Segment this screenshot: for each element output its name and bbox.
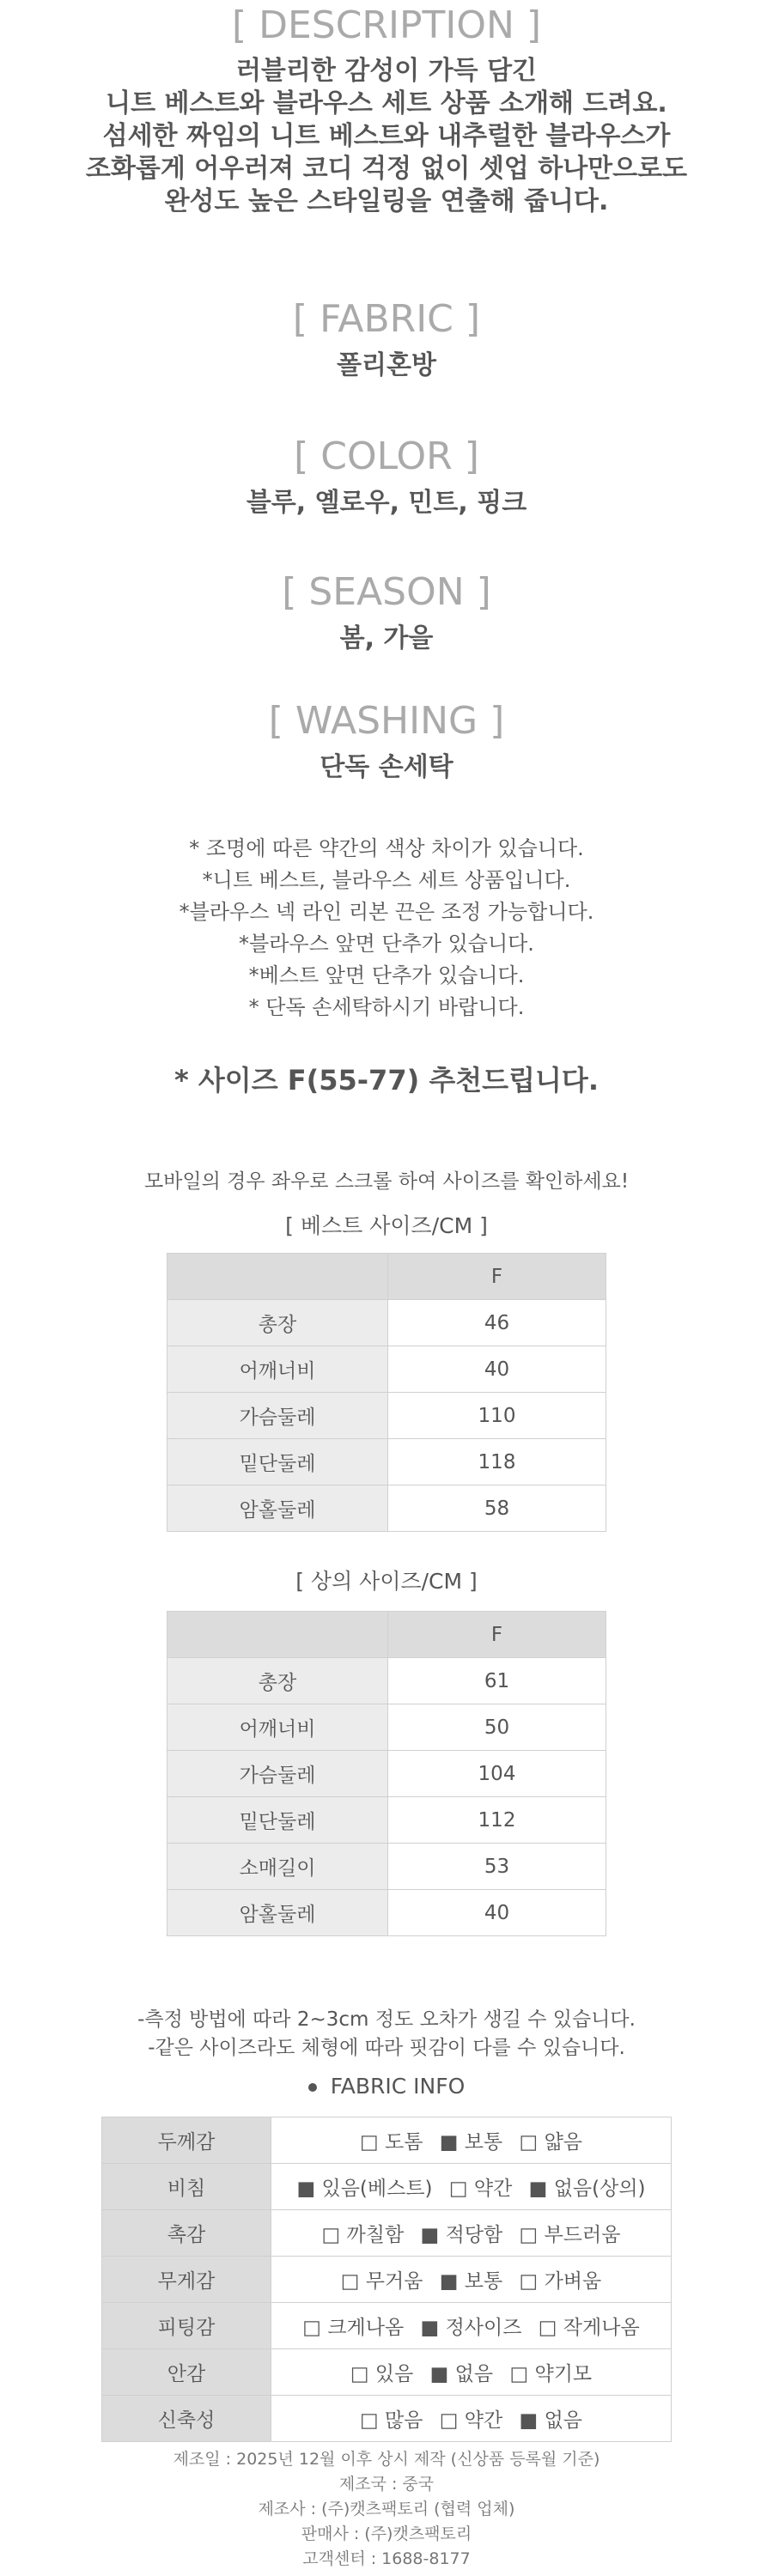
vest-size-section — [0, 1209, 773, 1240]
option: ■ 있음(베스트) — [296, 2178, 433, 2200]
row-value: 40 — [388, 1890, 606, 1936]
fabric-info-label: FABRIC INFO — [330, 2074, 466, 2099]
header-cell — [167, 1254, 388, 1300]
table-row — [167, 1797, 606, 1844]
season-section — [0, 570, 773, 654]
option: ■ 정사이즈 — [420, 2317, 522, 2339]
option: ■ 없음 — [519, 2409, 583, 2432]
measure-notes — [0, 2006, 773, 2063]
bullet-icon — [308, 2083, 317, 2092]
note-line: *니트 베스트, 블라우스 세트 상품입니다. — [202, 868, 571, 892]
size-recommend: * 사이즈 F(55-77) 추천드립니다. — [174, 1064, 599, 1097]
mobile-hint-wrap — [0, 1165, 773, 1194]
note-line: * 단독 손세탁하시기 바랍니다. — [248, 995, 525, 1019]
row-options — [271, 2210, 672, 2257]
option: ■ 보통 — [439, 2270, 503, 2293]
row-label: 촉감 — [102, 2210, 271, 2257]
fabric-info-heading-wrap — [0, 2074, 773, 2099]
measure-note: -같은 사이즈라도 체형에 따라 핏감이 다를 수 있습니다. — [148, 2037, 625, 2059]
row-options — [271, 2396, 672, 2442]
row-label: 두께감 — [102, 2117, 271, 2164]
size-recommend-wrap — [0, 1059, 773, 1098]
table-row — [102, 2303, 672, 2349]
row-options — [271, 2257, 672, 2303]
fabric-title: [ FABRIC ] — [292, 297, 481, 341]
option: □ 가벼움 — [519, 2270, 602, 2293]
row-label: 총장 — [167, 1300, 388, 1346]
row-value: 61 — [388, 1658, 606, 1704]
row-label: 가슴둘레 — [167, 1393, 388, 1439]
description-line: 러블리한 감성이 가득 담긴 — [235, 56, 538, 86]
color-value: 블루, 옐로우, 민트, 핑크 — [246, 488, 527, 518]
season-title: [ SEASON ] — [282, 570, 491, 614]
table-row — [102, 2257, 672, 2303]
table-header-row — [167, 1254, 606, 1300]
mobile-hint: 모바일의 경우 좌우로 스크롤 하여 사이즈를 확인하세요! — [143, 1170, 630, 1193]
table-row — [167, 1346, 606, 1393]
row-label: 암홀둘레 — [167, 1890, 388, 1936]
table-row — [102, 2396, 672, 2442]
row-label: 가슴둘레 — [167, 1751, 388, 1797]
row-options — [271, 2349, 672, 2396]
notes-section — [0, 833, 773, 1024]
table-row — [167, 1844, 606, 1890]
season-value: 봄, 가을 — [339, 623, 434, 653]
description-line: 완성도 높은 스타일링을 연출해 줍니다. — [164, 186, 609, 216]
fabric-info-heading — [0, 2074, 773, 2099]
option: ■ 없음(상의) — [528, 2178, 646, 2200]
color-section — [0, 434, 773, 519]
row-value: 40 — [388, 1346, 606, 1393]
row-label: 총장 — [167, 1658, 388, 1704]
description-line: 섬세한 짜임의 니트 베스트와 내추럴한 블라우스가 — [102, 121, 671, 151]
note-line: *베스트 앞면 단추가 있습니다. — [248, 963, 525, 987]
option: ■ 보통 — [439, 2131, 503, 2154]
table-row — [167, 1751, 606, 1797]
row-options — [271, 2164, 672, 2210]
description-line: 조화롭게 어우러져 코디 걱정 없이 셋업 하나만으로도 — [85, 154, 688, 184]
row-value: 50 — [388, 1704, 606, 1751]
washing-section — [0, 699, 773, 783]
table-row — [167, 1485, 606, 1532]
fabric-section — [0, 297, 773, 381]
table-row — [102, 2210, 672, 2257]
option: ■ 적당함 — [420, 2224, 503, 2246]
row-label: 어깨너비 — [167, 1704, 388, 1751]
option: □ 무거움 — [340, 2270, 423, 2293]
option: □ 약기모 — [509, 2363, 593, 2385]
product-footer — [0, 2447, 773, 2572]
footer-line: 제조사 : (주)캣츠팩토리 (협력 업체) — [258, 2500, 515, 2518]
note-line: * 조명에 따른 약간의 색상 차이가 있습니다. — [189, 836, 584, 860]
measure-note: -측정 방법에 따라 2~3cm 정도 오차가 생길 수 있습니다. — [137, 2008, 636, 2031]
washing-title: [ WASHING ] — [268, 699, 505, 743]
row-label: 비침 — [102, 2164, 271, 2210]
row-label: 안감 — [102, 2349, 271, 2396]
option: □ 있음 — [350, 2363, 414, 2385]
vest-size-table-wrap — [0, 1253, 773, 1532]
row-label: 밑단둘레 — [167, 1797, 388, 1844]
header-cell: F — [388, 1254, 606, 1300]
note-line: *블라우스 앞면 단추가 있습니다. — [239, 932, 534, 956]
option: □ 크게나옴 — [302, 2317, 405, 2339]
option: □ 도톰 — [359, 2131, 423, 2154]
option: □ 많음 — [359, 2409, 423, 2432]
table-row — [102, 2117, 672, 2164]
description-title: [ DESCRIPTION ] — [231, 3, 542, 47]
footer-line: 고객센터 : 1688-8177 — [302, 2549, 471, 2568]
header-cell: F — [388, 1612, 606, 1658]
row-label: 암홀둘레 — [167, 1485, 388, 1532]
option: □ 얇음 — [519, 2131, 583, 2154]
vest-table-title: [ 베스트 사이즈/CM ] — [285, 1213, 488, 1238]
top-size-table-wrap — [0, 1611, 773, 1936]
table-row — [167, 1439, 606, 1485]
footer-line: 판매사 : (주)캣츠팩토리 — [301, 2524, 472, 2543]
option: ■ 없음 — [429, 2363, 494, 2385]
top-size-section — [0, 1564, 773, 1595]
top-size-table — [167, 1611, 606, 1936]
table-row — [102, 2349, 672, 2396]
row-value: 104 — [388, 1751, 606, 1797]
washing-value: 단독 손세탁 — [320, 752, 453, 782]
table-header-row — [167, 1612, 606, 1658]
fabric-info-table — [101, 2117, 672, 2442]
footer-line: 제조일 : 2025년 12월 이후 상시 제작 (신상품 등록월 기준) — [173, 2450, 600, 2469]
row-value: 110 — [388, 1393, 606, 1439]
row-value: 112 — [388, 1797, 606, 1844]
row-label: 신축성 — [102, 2396, 271, 2442]
option: □ 작게나옴 — [538, 2317, 640, 2339]
row-label: 피팅감 — [102, 2303, 271, 2349]
header-cell — [167, 1612, 388, 1658]
option: □ 약간 — [448, 2178, 513, 2200]
row-value: 58 — [388, 1485, 606, 1532]
table-row — [167, 1890, 606, 1936]
table-row — [102, 2164, 672, 2210]
row-options — [271, 2117, 672, 2164]
row-label: 소매길이 — [167, 1844, 388, 1890]
fabric-value: 폴리혼방 — [337, 350, 436, 380]
row-label: 어깨너비 — [167, 1346, 388, 1393]
note-line: *블라우스 넥 라인 리본 끈은 조정 가능합니다. — [179, 900, 594, 924]
table-row — [167, 1300, 606, 1346]
vest-size-table — [167, 1253, 606, 1532]
description-line: 니트 베스트와 블라우스 세트 상품 소개해 드려요. — [106, 88, 667, 118]
row-value: 46 — [388, 1300, 606, 1346]
option: □ 약간 — [439, 2409, 503, 2432]
row-options — [271, 2303, 672, 2349]
top-table-title: [ 상의 사이즈/CM ] — [295, 1569, 478, 1594]
option: □ 부드러움 — [519, 2224, 621, 2246]
row-label: 무게감 — [102, 2257, 271, 2303]
row-label: 밑단둘레 — [167, 1439, 388, 1485]
fabric-info-table-wrap — [0, 2117, 773, 2442]
footer-line: 제조국 : 중국 — [338, 2475, 435, 2494]
row-value: 53 — [388, 1844, 606, 1890]
description-section — [0, 3, 773, 218]
table-row — [167, 1658, 606, 1704]
option: □ 까칠함 — [321, 2224, 405, 2246]
row-value: 118 — [388, 1439, 606, 1485]
table-row — [167, 1704, 606, 1751]
color-title: [ COLOR ] — [294, 434, 479, 478]
table-row — [167, 1393, 606, 1439]
